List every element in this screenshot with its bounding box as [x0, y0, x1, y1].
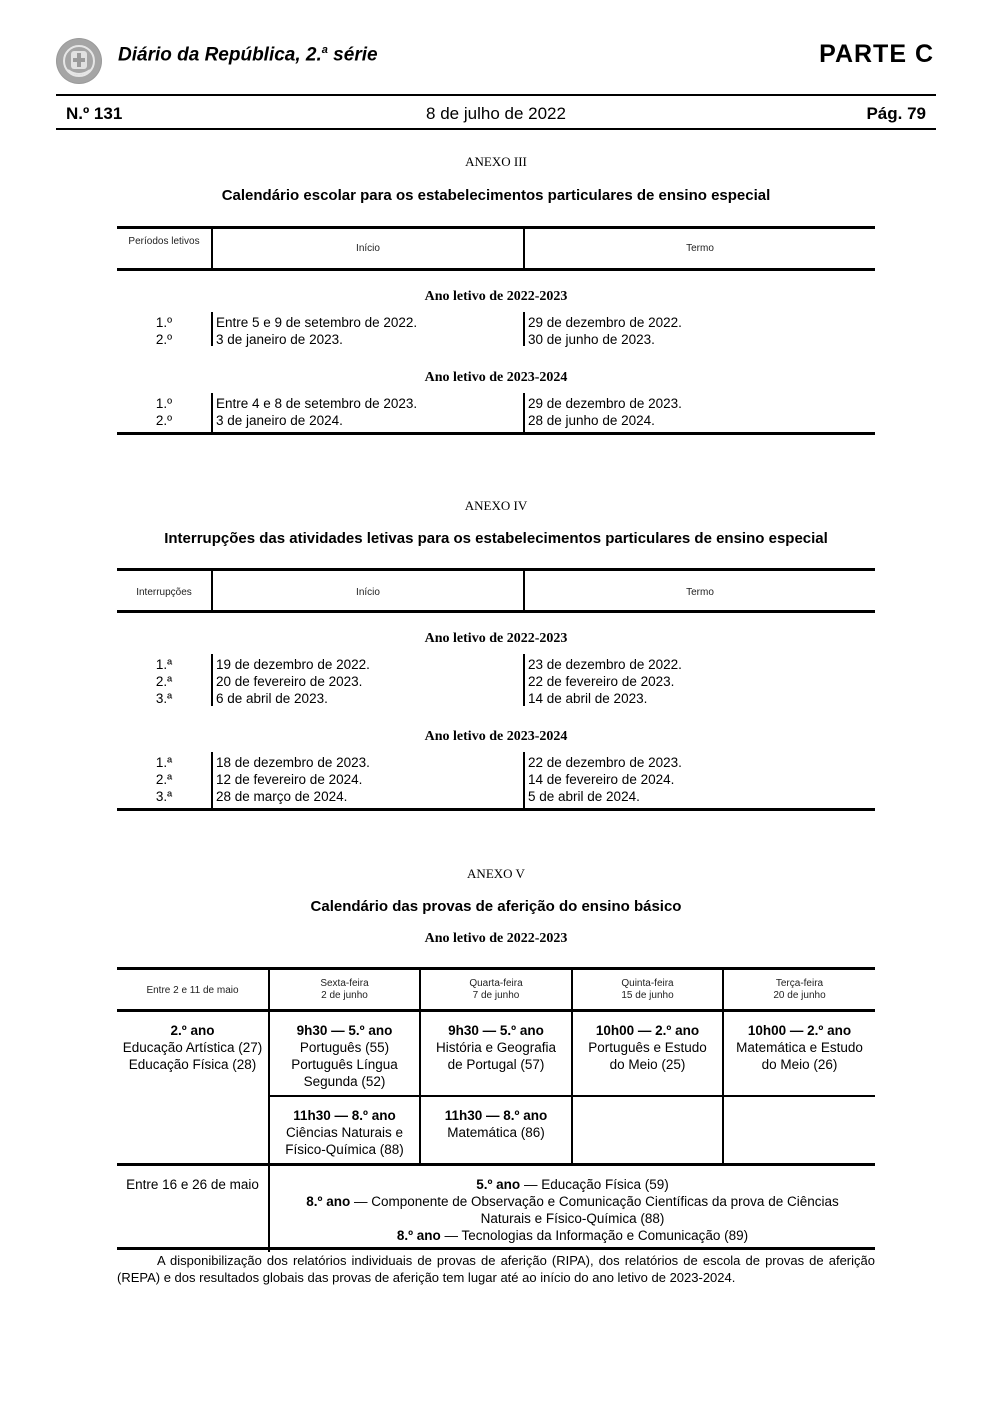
page-number: Pág. 79 — [866, 104, 926, 123]
coat-of-arms-icon — [56, 38, 102, 84]
anexo-label: ANEXO III — [465, 154, 527, 169]
table-row-ord: 2.ª — [155, 674, 173, 689]
table-cell-inicio: 20 de fevereiro de 2023. — [216, 674, 363, 689]
table-row-ord: 2.º — [155, 413, 173, 428]
section-title: Calendário das provas de aferição do ensino básico — [310, 898, 682, 915]
header-divider-bottom — [56, 128, 936, 130]
table-cell-termo: 14 de fevereiro de 2024. — [528, 772, 675, 787]
column-header: Períodos letivos — [128, 236, 200, 247]
anexo-label: ANEXO IV — [464, 498, 528, 513]
table-cell: 5.º ano — Educação Física (59) 8.º ano — Componente de Observação e Comunicação Científicas da prova de Ciências Naturais e Físico-Química (88) 8.º ano — Tecnologias da Informação e Comunicação (89) — [306, 1177, 839, 1243]
part-label: PARTE C — [819, 40, 934, 68]
table-cell-inicio: 18 de dezembro de 2023. — [216, 755, 370, 770]
table-cell-termo: 23 de dezembro de 2022. — [528, 657, 682, 672]
table-row-ord: 3.ª — [155, 789, 173, 804]
table-cell-termo: 28 de junho de 2024. — [528, 413, 655, 428]
issue-number: N.º 131 — [66, 104, 123, 123]
column-header: Início — [356, 243, 380, 254]
header-divider — [56, 94, 936, 96]
table-cell-termo: 14 de abril de 2023. — [528, 691, 648, 706]
interruptions-table — [117, 568, 875, 814]
table-row-ord: 3.ª — [155, 691, 173, 706]
issue-date: 8 de julho de 2022 — [426, 104, 566, 123]
table-cell-termo: 5 de abril de 2024. — [528, 789, 640, 804]
assessment-table — [117, 967, 875, 1252]
table-cell-termo: 29 de dezembro de 2023. — [528, 396, 682, 411]
column-header: Início — [356, 587, 380, 598]
table-cell-inicio: 28 de março de 2024. — [216, 789, 348, 804]
table-cell-termo: 29 de dezembro de 2022. — [528, 315, 682, 330]
table-cell-inicio: 6 de abril de 2023. — [216, 691, 328, 706]
column-header: Quarta-feira 7 de junho — [469, 978, 523, 1001]
table-cell: 2.º ano Educação Artística (27) Educação Física (28) — [122, 1023, 263, 1072]
table-cell-termo: 22 de fevereiro de 2023. — [528, 674, 675, 689]
table-cell: 10h00 — 2.º ano Português e Estudo do Meio (25) — [588, 1023, 707, 1072]
year-heading: Ano letivo de 2023-2024 — [424, 729, 568, 744]
column-header: Entre 2 e 11 de maio — [146, 985, 239, 996]
table-cell: 9h30 — 5.º ano História e Geografia de Portugal (57) — [435, 1023, 557, 1072]
table-cell-inicio: 19 de dezembro de 2022. — [216, 657, 370, 672]
table-row-ord: 1.ª — [155, 755, 173, 770]
column-header: Termo — [686, 243, 714, 254]
anexo-label: ANEXO V — [467, 866, 525, 881]
calendar-table — [117, 226, 875, 438]
table-cell-inicio: Entre 4 e 8 de setembro de 2023. — [216, 396, 418, 411]
table-cell-termo: 22 de dezembro de 2023. — [528, 755, 682, 770]
column-header: Quinta-feira 15 de junho — [621, 978, 674, 1001]
year-heading: Ano letivo de 2023-2024 — [424, 370, 568, 385]
column-header: Terça-feira 20 de junho — [773, 978, 826, 1001]
table-row-ord: 1.º — [155, 315, 173, 330]
footnote: A disponibilização dos relatórios individuais de provas de aferição (RIPA), dos relatórios de escola de provas de aferição (REPA) e dos resultados globais das provas de aferição tem lugar até ao início do ano letivo de 2023-2024. — [117, 1253, 875, 1285]
table-cell: Entre 16 e 26 de maio — [126, 1177, 259, 1192]
table-row-ord: 2.º — [155, 332, 173, 347]
year-heading: Ano letivo de 2022-2023 — [424, 631, 568, 646]
table-row-ord: 1.º — [155, 396, 173, 411]
table-cell-inicio: 3 de janeiro de 2023. — [216, 332, 343, 347]
table-cell-inicio: 3 de janeiro de 2024. — [216, 413, 343, 428]
section-title: Calendário escolar para os estabelecimentos particulares de ensino especial — [221, 187, 771, 204]
column-header: Sexta-feira 2 de junho — [320, 978, 369, 1001]
table-cell-termo: 30 de junho de 2023. — [528, 332, 655, 347]
table-cell: 11h30 — 8.º ano Ciências Naturais e Físico-Química (88) — [285, 1108, 404, 1157]
column-header: Termo — [686, 587, 714, 598]
table-cell: 11h30 — 8.º ano Matemática (86) — [444, 1108, 548, 1140]
table-row-ord: 2.ª — [155, 772, 173, 787]
year-heading: Ano letivo de 2022-2023 — [424, 931, 568, 946]
section-title: Interrupções das atividades letivas para os estabelecimentos particulares de ensino especial — [164, 530, 828, 547]
column-header: Interrupções — [136, 587, 192, 598]
table-row-ord: 1.ª — [155, 657, 173, 672]
table-cell-inicio: 12 de fevereiro de 2024. — [216, 772, 363, 787]
publication-title: Diário da República, 2.$^a$ série — [118, 44, 378, 66]
table-cell: 10h00 — 2.º ano Matemática e Estudo do Meio (26) — [736, 1023, 863, 1072]
table-cell: 9h30 — 5.º ano Português (55) Português Língua Segunda (52) — [291, 1023, 398, 1089]
year-heading: Ano letivo de 2022-2023 — [424, 289, 568, 304]
table-cell-inicio: Entre 5 e 9 de setembro de 2022. — [216, 315, 418, 330]
